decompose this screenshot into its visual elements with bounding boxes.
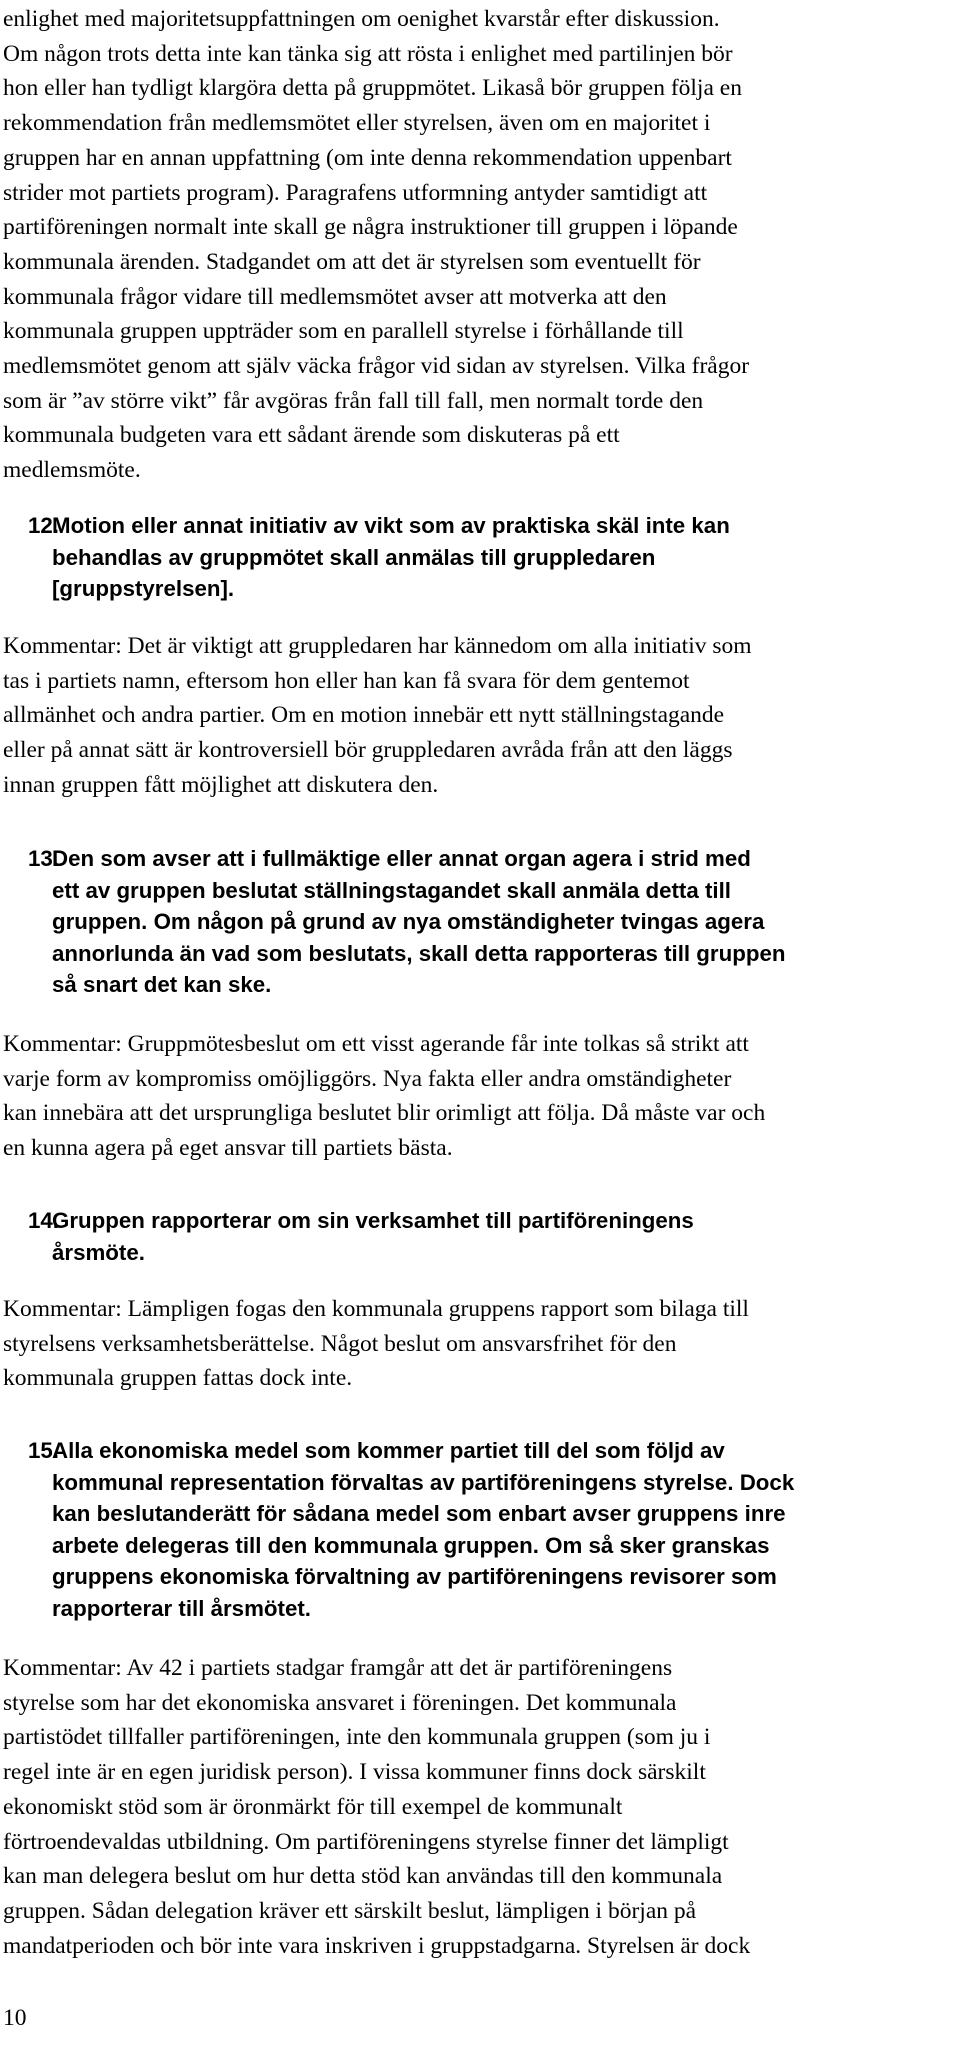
section-15-heading — [3, 1435, 951, 1624]
page-number: 10 — [3, 2005, 27, 2031]
paragraph-majority-opinion: enlighet med majoritetsuppfattningen om oenighet kvarstår efter diskussion. Om någon trots detta inte kan tänka sig att rösta i enlighet med partilinjen bör hon eller han tydligt klargöra detta på gruppmötet. Likaså bör gruppen följa en rekommendation från medlemsmötet eller styrelsen, även om en majoritet i gruppen har en annan uppfattning (om inte denna rekommendation uppenbart strider mot partiets program). Paragrafens utformning antyder samtidigt att partiföreningen normalt inte skall ge några instruktioner till gruppen i löpande kommunala ärenden. Stadgandet om att det är styrelsen som eventuellt för kommunala frågor vidare till medlemsmötet avser att motverka att den kommunala gruppen uppträder som en parallell styrelse i förhållande till medlemsmötet genom att själv väcka frågor vid sidan av styrelsen. Vilka frågor som är ”av större vikt” får avgöras från fall till fall, men normalt torde den kommunala budgeten vara ett sådant ärende som diskuteras på ett medlemsmöte. — [3, 6, 750, 484]
section-14-comment: Kommentar: Lämpligen fogas den kommunala gruppens rapport som bilaga till styrelsens verksamhetsberättelse. Något beslut om ansvarsfrihet för den kommunala gruppen fattas dock inte. — [3, 1296, 749, 1392]
section-12-text: Motion eller annat initiativ av vikt som av praktiska skäl inte kan behandlas av gruppmötet skall anmälas till gruppledaren [gruppstyrelsen]. — [52, 513, 730, 601]
section-13-number: 13. — [28, 846, 59, 871]
section-12-heading — [3, 510, 951, 605]
section-13-heading — [3, 843, 951, 1001]
section-15-text: Alla ekonomiska medel som kommer partiet till del som följd av kommunal representation förvaltas av partiföreningens styrelse. Dock kan beslutanderätt för sådana medel som enbart avser gruppens inre arbete delegeras till den kommunala gruppen. Om så sker granskas gruppens ekonomiska förvaltning av partiföreningens revisorer som rapporterar till årsmötet. — [52, 1438, 795, 1621]
section-12-number: 12. — [28, 513, 59, 538]
section-15-number: 15. — [28, 1438, 59, 1463]
section-14-text: Gruppen rapporterar om sin verksamhet till partiföreningens årsmöte. — [52, 1208, 694, 1265]
section-13-text: Den som avser att i fullmäktige eller annat organ agera i strid med ett av gruppen beslutat ställningstagandet skall anmäla detta till gruppen. Om någon på grund av nya omständigheter tvingas agera annorlunda än vad som beslutats, skall detta rapporteras till gruppen så snart det kan ske. — [52, 846, 786, 997]
section-13-comment: Kommentar: Gruppmötesbeslut om ett visst agerande får inte tolkas så strikt att varje form av kompromiss omöjliggörs. Nya fakta eller andra omständigheter kan innebära att det ursprungliga beslutet blir orimligt att följa. Då måste var och en kunna agera på eget ansvar till partiets bästa. — [3, 1031, 766, 1162]
section-14-number: 14. — [28, 1208, 59, 1233]
section-15-comment: Kommentar: Av 42 i partiets stadgar framgår att det är partiföreningens styrelse som har det ekonomiska ansvaret i föreningen. Det kommunala partistödet tillfaller partiföreningen, inte den kommunala gruppen (som ju i regel inte är en egen juridisk person). I vissa kommuner finns dock särskilt ekonomiskt stöd som är öronmärkt för till exempel de kommunalt förtroendevaldas utbildning. Om partiföreningens styrelse finner det lämpligt kan man delegera beslut om hur detta stöd kan användas till den kommunala gruppen. Sådan delegation kräver ett särskilt beslut, lämpligen i början på mandatperioden och bör inte vara inskriven i gruppstadgarna. Styrelsen är dock — [3, 1655, 751, 1959]
section-12-comment: Kommentar: Det är viktigt att gruppledaren har kännedom om alla initiativ som tas i partiets namn, eftersom hon eller han kan få svara för dem gentemot allmänhet och andra partier. Om en motion innebär ett nytt ställningstagande eller på annat sätt är kontroversiell bör gruppledaren avråda från att den läggs innan gruppen fått möjlighet att diskutera den. — [3, 633, 752, 798]
section-14-heading — [3, 1205, 951, 1268]
